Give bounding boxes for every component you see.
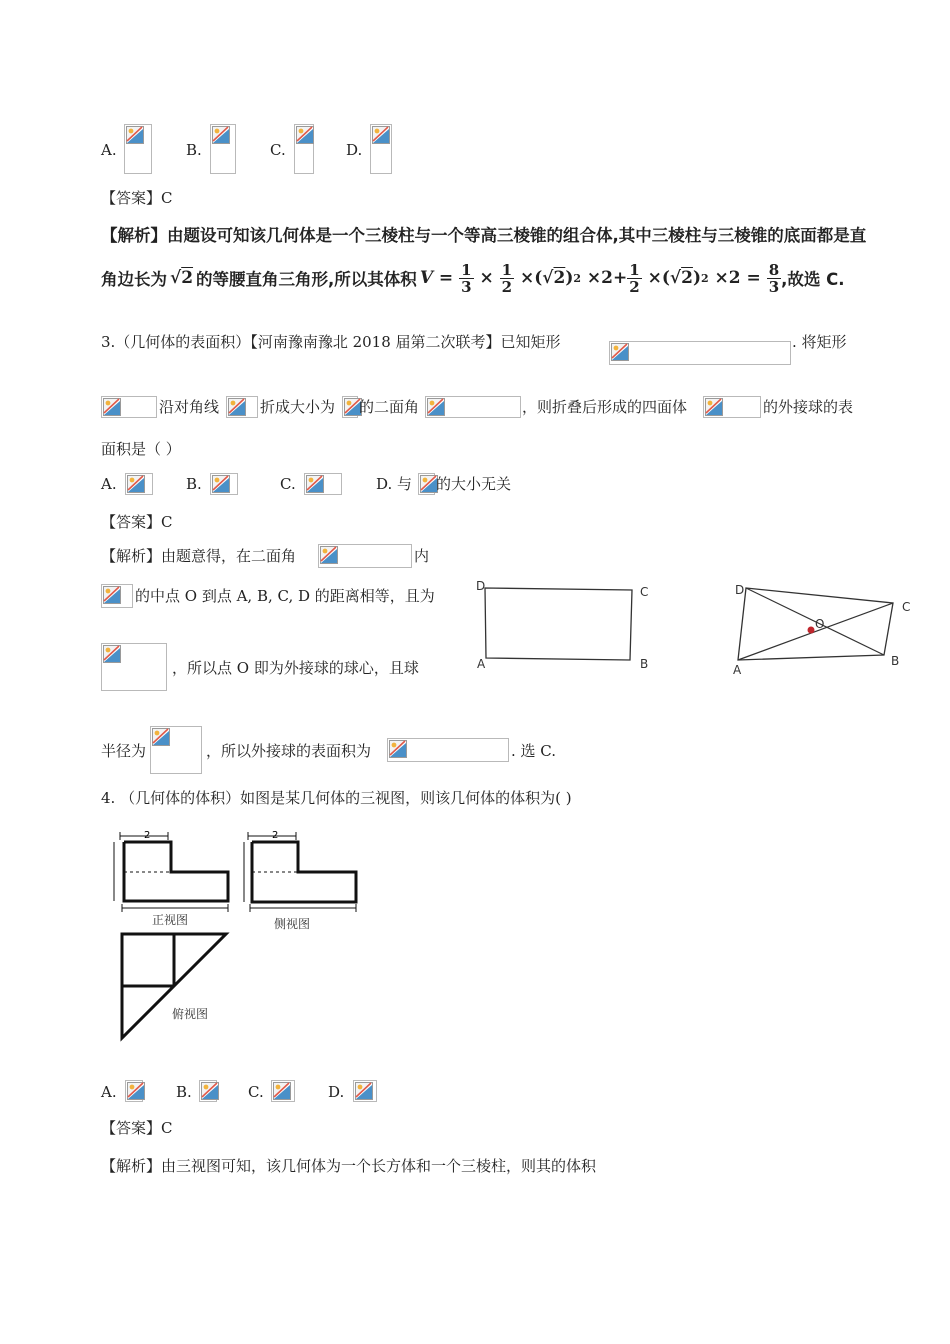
option-a-label: A. — [101, 141, 117, 159]
q3-analysis-line3: ，所以点 O 即为外接球的球心，且球 — [172, 659, 419, 677]
q4-option-a-label: A. — [101, 1083, 117, 1101]
q4-analysis: 【解析】由三视图可知，该几何体为一个长方体和一个三棱柱，则其的体积 — [101, 1157, 597, 1175]
three-view-figure — [108, 828, 368, 1054]
q3-dihedral-image-2 — [318, 544, 412, 568]
q3-rect-formula-image — [609, 341, 791, 365]
broken-image-icon — [212, 475, 230, 493]
broken-image-icon — [152, 728, 170, 746]
q2-analysis-line2: 角边长为 √2 的等腰直角三角形,所以其体积 V = $\frac{1}{3}$ × $\frac{1}{2}$ ×(√ 2 ) 2 ×2+ $\frac{1}{2}$ ×(√ 2 ) 2 ×2 = $\frac{8}{3}$ ,故选 C. — [101, 260, 845, 296]
label-d: D — [476, 579, 486, 593]
q3-line1-text: 3.（几何体的表面积）【河南豫南豫北 2018 届第二次联考】已知矩形 — [101, 333, 561, 351]
label-a: A — [477, 657, 486, 671]
broken-image-icon — [296, 126, 314, 144]
q3-option-d-image — [418, 473, 435, 495]
front-view — [114, 832, 228, 912]
q3-option-b-image — [210, 473, 238, 495]
q4-option-c-image — [271, 1080, 295, 1102]
q4-option-d-image — [353, 1080, 377, 1102]
q3-option-b-label: B. — [186, 475, 202, 493]
top-view-label: 俯视图 — [172, 1007, 209, 1021]
q3-line2-c: 的二面角 — [359, 398, 420, 416]
q3-analysis-inner: 内 — [414, 547, 430, 565]
q3-line3: 面积是（ ） — [101, 440, 181, 458]
option-c-label: C. — [270, 141, 286, 159]
q4-option-b-label: B. — [176, 1083, 192, 1101]
q3-abcd-image — [101, 396, 157, 418]
q3-angle-image — [342, 396, 358, 418]
broken-image-icon — [320, 546, 338, 564]
broken-image-icon — [427, 398, 445, 416]
q3-tetrahedron-image — [703, 396, 761, 418]
label-o: O — [815, 617, 825, 631]
label-c: C — [640, 585, 649, 599]
side-dim-label: 2 — [272, 830, 279, 841]
label-d: D — [735, 583, 745, 597]
q3-line2-e: 的外接球的表 — [763, 398, 854, 416]
option-a-image — [124, 124, 152, 174]
q3-option-a-label: A. — [101, 475, 117, 493]
label-a: A — [733, 663, 742, 677]
broken-image-icon — [273, 1082, 291, 1100]
q3-dihedral-image — [425, 396, 521, 418]
rectangle-figure — [470, 574, 660, 674]
broken-image-icon — [127, 475, 145, 493]
front-dim-label: 2 — [144, 830, 151, 841]
q3-line2-a: 沿对角线 — [159, 398, 220, 416]
broken-image-icon — [103, 586, 121, 604]
folded-figure — [726, 578, 926, 682]
front-view-label: 正视图 — [152, 913, 189, 927]
label-b: B — [640, 657, 649, 671]
q3-radius-image — [101, 643, 167, 691]
broken-image-icon — [212, 126, 230, 144]
q3-edge-image — [101, 584, 133, 608]
center-point-o — [808, 627, 815, 634]
q3-surface-area-image — [387, 738, 509, 762]
sqrt2-expression: √2 — [170, 268, 194, 288]
q3-option-d-text: 的大小无关 — [436, 475, 512, 493]
q2-analysis-line1: 【解析】由题设可知该几何体是一个三棱柱与一个等高三棱锥的组合体,其中三棱柱与三棱锥的底面都是直 — [101, 226, 867, 245]
q4-option-a-image — [125, 1080, 143, 1102]
label-b: B — [891, 654, 900, 668]
side-view — [244, 832, 356, 912]
q3-option-a-image — [125, 473, 153, 495]
q3-analysis-line1: 【解析】由题意得，在二面角 — [101, 547, 297, 565]
option-b-label: B. — [186, 141, 202, 159]
q4-question: 4. （几何体的体积）如图是某几何体的三视图，则该几何体的体积为( ) — [101, 789, 572, 807]
broken-image-icon — [103, 398, 121, 416]
option-b-image — [210, 124, 236, 174]
q3-radius-value-image — [150, 726, 202, 774]
q2-answer: 【答案】C — [101, 189, 173, 207]
q4-option-c-label: C. — [248, 1083, 264, 1101]
q3-option-d-label: D. 与 — [376, 475, 413, 493]
q3-analysis-line4-c: . 选 C. — [511, 742, 557, 760]
broken-image-icon — [611, 343, 629, 361]
broken-image-icon — [389, 740, 407, 758]
broken-image-icon — [127, 1082, 145, 1100]
broken-image-icon — [705, 398, 723, 416]
option-d-label: D. — [346, 141, 363, 159]
q4-option-b-image — [199, 1080, 217, 1102]
q3-line2-d: ，则折叠后形成的四面体 — [522, 398, 688, 416]
broken-image-icon — [355, 1082, 373, 1100]
broken-image-icon — [126, 126, 144, 144]
broken-image-icon — [306, 475, 324, 493]
q3-analysis-line4-b: ，所以外接球的表面积为 — [206, 742, 372, 760]
q3-analysis-line4-a: 半径为 — [101, 742, 147, 760]
broken-image-icon — [201, 1082, 219, 1100]
broken-image-icon — [103, 645, 121, 663]
q3-diagonal-image — [226, 396, 258, 418]
q3-option-c-label: C. — [280, 475, 296, 493]
q3-option-c-image — [304, 473, 342, 495]
volume-formula: V = $\frac{1}{3}$ × $\frac{1}{2}$ ×(√ 2 ) 2 ×2+ $\frac{1}{2}$ ×(√ 2 ) 2 ×2 = $\frac{8}{3}$ — [419, 260, 780, 296]
side-view-label: 侧视图 — [274, 917, 311, 931]
label-c: C — [902, 600, 911, 614]
broken-image-icon — [372, 126, 390, 144]
q4-answer: 【答案】C — [101, 1119, 173, 1137]
top-view — [122, 934, 226, 1038]
option-d-image — [370, 124, 392, 174]
q3-analysis-line2: 的中点 O 到点 A, B, C, D 的距离相等，且为 — [135, 587, 435, 605]
q3-line2-b: 折成大小为 — [260, 398, 336, 416]
q4-option-d-label: D. — [328, 1083, 345, 1101]
q3-answer: 【答案】C — [101, 513, 173, 531]
q3-line1-tail: . 将矩形 — [792, 333, 847, 351]
option-c-image — [294, 124, 314, 174]
broken-image-icon — [228, 398, 246, 416]
